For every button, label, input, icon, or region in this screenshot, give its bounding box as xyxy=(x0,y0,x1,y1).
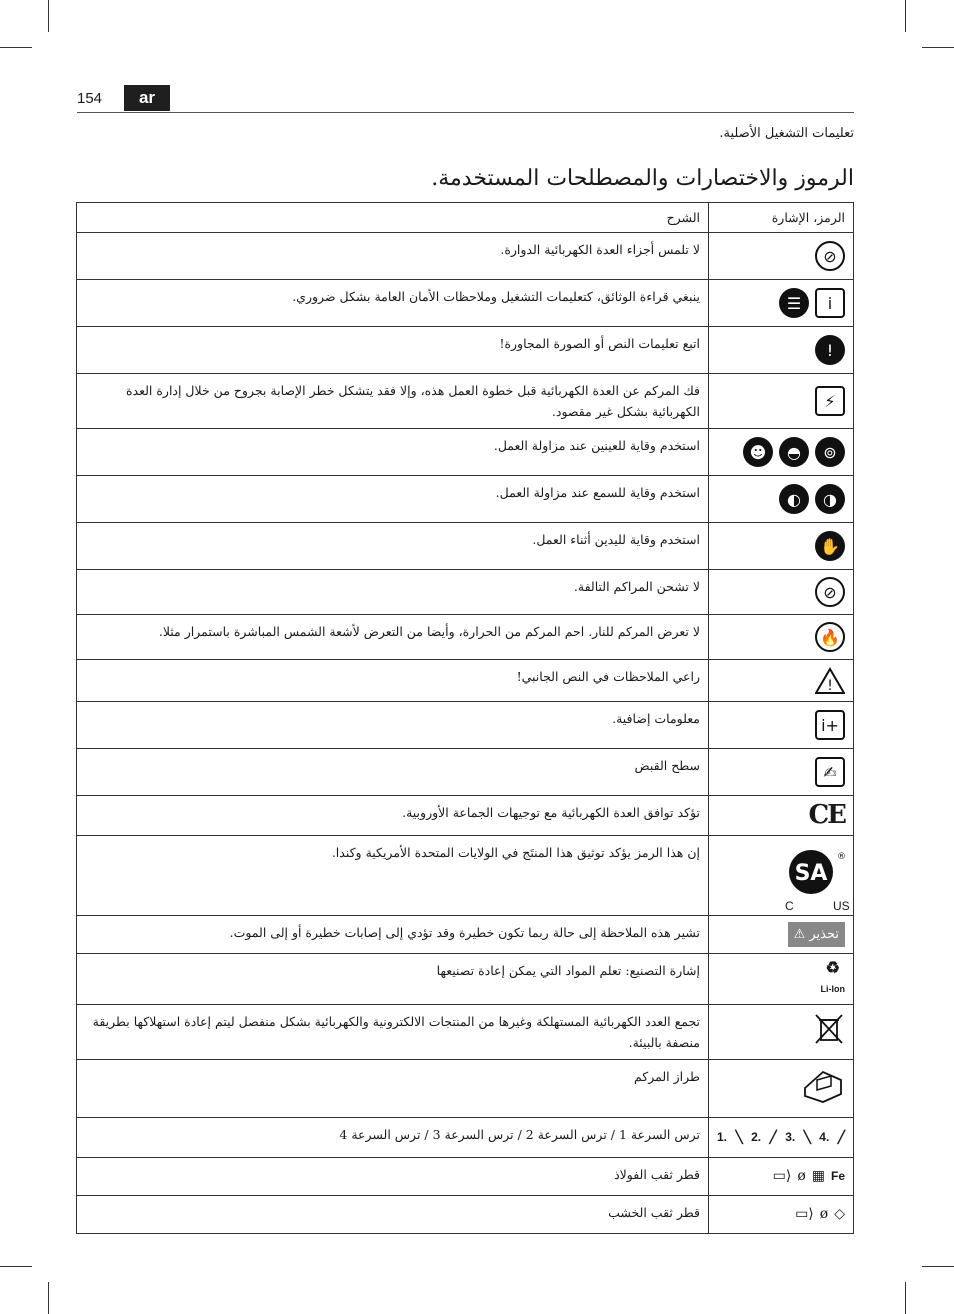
svg-text:®: ® xyxy=(837,851,846,862)
table-row xyxy=(77,476,854,523)
row-text: فك المركم عن العدة الكهربائية قبل خطوة العمل هذه، وإلا فقد يتشكل خطر الإصابة بجروح من خلال إدارة العدة الكهربائية بشكل غير مقصود. xyxy=(77,374,709,429)
table-row xyxy=(77,1118,854,1158)
crop-mark xyxy=(0,47,32,48)
diameter-symbol: ø xyxy=(819,1206,829,1222)
crop-mark xyxy=(905,1282,906,1314)
table-row xyxy=(77,280,854,327)
caution-badge-label: تحذير xyxy=(809,927,839,942)
row-text: سطح القبض xyxy=(77,749,709,796)
gear-sequence-icon: 1. ╲ 2. ╱ 3. ╲ 4. ╱ xyxy=(717,1127,845,1148)
gear-2-label: 2. xyxy=(751,1130,762,1144)
table-row xyxy=(77,233,854,280)
row-text: قطر ثقب الفولاذ xyxy=(77,1158,709,1196)
gear-3-label: 3. xyxy=(785,1130,796,1144)
table-row xyxy=(77,1158,854,1196)
subtitle: تعليمات التشغيل الأصلية. xyxy=(719,126,854,141)
table-row xyxy=(77,702,854,749)
table-row xyxy=(77,1005,854,1060)
table-row xyxy=(77,796,854,836)
row-text: قطر ثقب الخشب xyxy=(77,1196,709,1234)
metal-drill-diameter-icon: ▭⟩ ø ▦ Fe xyxy=(717,1166,845,1187)
row-text: تشير هذه الملاحظة إلى حالة ربما تكون خطيرة وقد تؤدي إلى إصابات خطيرة أو إلى الموت. xyxy=(77,916,709,954)
header-rule xyxy=(77,112,854,113)
table-row xyxy=(77,523,854,570)
gear-1-label: 1. xyxy=(717,1130,728,1144)
li-ion-label: Li-Ion xyxy=(820,984,845,994)
row-text: لا تعرض المركم للنار. احم المركم من الحرارة، وأيضا من التعرض لأشعة الشمس المباشرة باستمرار مثلا. xyxy=(77,615,709,660)
col-symbol-header: الرمز، الإشارة xyxy=(709,203,854,233)
col-explain-header: الشرح xyxy=(77,203,709,233)
table-row xyxy=(77,749,854,796)
svg-text:!: ! xyxy=(827,677,833,694)
language-tab: ar xyxy=(124,85,170,111)
warning-triangle-icon xyxy=(815,667,845,695)
hand-protection-icon: ✋ xyxy=(815,531,845,561)
row-text: استخدم وقاية لليدين أثناء العمل. xyxy=(77,523,709,570)
symbols-table xyxy=(76,202,854,1234)
table-row xyxy=(77,660,854,702)
weee-bin-icon xyxy=(813,1012,845,1052)
table-row xyxy=(77,1196,854,1234)
row-text: تجمع العدد الكهربائية المستهلكة وغيرها من المنتجات الالكترونية والكهربائية بشكل منفصل ليتم إعادة استهلاكها بطريقة منصفة بالبيئة. xyxy=(77,1005,709,1060)
page-number: 154 xyxy=(77,90,103,107)
row-text: لا تلمس أجزاء العدة الكهربائية الدوارة. xyxy=(77,233,709,280)
crop-mark xyxy=(905,0,906,32)
page-title: الرموز والاختصارات والمصطلحات المستخدمة. xyxy=(431,166,854,191)
no-charge-damaged-battery-icon: ⊘ xyxy=(815,577,845,607)
diameter-symbol: ø xyxy=(797,1168,806,1184)
mandatory-exclamation-icon: ! xyxy=(815,335,845,365)
charger-icon xyxy=(801,1066,845,1112)
crop-mark xyxy=(48,0,49,32)
no-touch-live-parts-icon: ⊘ xyxy=(815,241,845,271)
face-shield-icon: ☻ xyxy=(743,437,773,467)
fe-label: Fe xyxy=(830,1169,845,1183)
table-row xyxy=(77,374,854,429)
table-row xyxy=(77,615,854,660)
eye-protection-icon: ⊚ xyxy=(815,437,845,467)
table-row xyxy=(77,1060,854,1118)
information-icon: i+ xyxy=(815,710,845,740)
helmet-icon: ◓ xyxy=(779,437,809,467)
ear-plugs-icon: ◐ xyxy=(779,484,809,514)
row-text: راعي الملاحظات في النص الجانبي! xyxy=(77,660,709,702)
csa-us-label: US xyxy=(833,898,850,913)
row-text: استخدم وقاية للسمع عند مزاولة العمل. xyxy=(77,476,709,523)
table-row xyxy=(77,916,854,954)
ce-mark-icon: CE xyxy=(808,800,845,830)
unplug-icon: ⚡ xyxy=(815,386,845,416)
read-manual-icon: ☰ xyxy=(779,288,809,318)
csa-mark-icon xyxy=(785,844,850,913)
csa-c-label: C xyxy=(785,898,794,913)
svg-text:SA: SA xyxy=(794,860,828,886)
table-header-row xyxy=(77,203,854,233)
row-text: تؤكد توافق العدة الكهربائية مع توجيهات الجماعة الأوروبية. xyxy=(77,796,709,836)
grip-surface-icon: ✍ xyxy=(815,757,845,787)
table-row xyxy=(77,327,854,374)
li-ion-recycling-icon: ♻ Li-Ion xyxy=(821,958,846,1000)
row-text: ينبغي قراءة الوثائق، كتعليمات التشغيل وملاحظات الأمان العامة بشكل ضروري. xyxy=(77,280,709,327)
row-text: إن هذا الرمز يؤكد توثيق هذا المنتَج في الولايات المتحدة الأمريكية وكندا. xyxy=(77,836,709,916)
gear-4-label: 4. xyxy=(819,1130,830,1144)
wood-drill-diameter-icon: ▭⟩ ø ◇ xyxy=(717,1204,845,1225)
row-text: معلومات إضافية. xyxy=(77,702,709,749)
row-text: ترس السرعة 1 / ترس السرعة 2 / ترس السرعة 3 / ترس السرعة 4 xyxy=(77,1118,709,1158)
ear-protection-icon: ◑ xyxy=(815,484,845,514)
row-text: طراز المركم xyxy=(77,1060,709,1118)
table-row xyxy=(77,570,854,615)
row-text: استخدم وقاية للعينين عند مزاولة العمل. xyxy=(77,429,709,476)
crop-mark xyxy=(48,1282,49,1314)
crop-mark xyxy=(0,1266,32,1267)
manual-book-icon: i xyxy=(815,288,845,318)
table-row xyxy=(77,836,854,916)
row-text: إشارة التصنيع: تعلم المواد التي يمكن إعادة تصنيعها xyxy=(77,954,709,1005)
table-row xyxy=(77,429,854,476)
crop-mark xyxy=(922,1266,954,1267)
row-text: اتبع تعليمات النص أو الصورة المجاورة! xyxy=(77,327,709,374)
no-fire-icon: 🔥 xyxy=(815,622,845,652)
caution-badge-icon: تحذير ⚠ xyxy=(788,922,845,947)
table-row xyxy=(77,954,854,1005)
row-text: لا تشحن المراكم التالفة. xyxy=(77,570,709,615)
crop-mark xyxy=(922,47,954,48)
